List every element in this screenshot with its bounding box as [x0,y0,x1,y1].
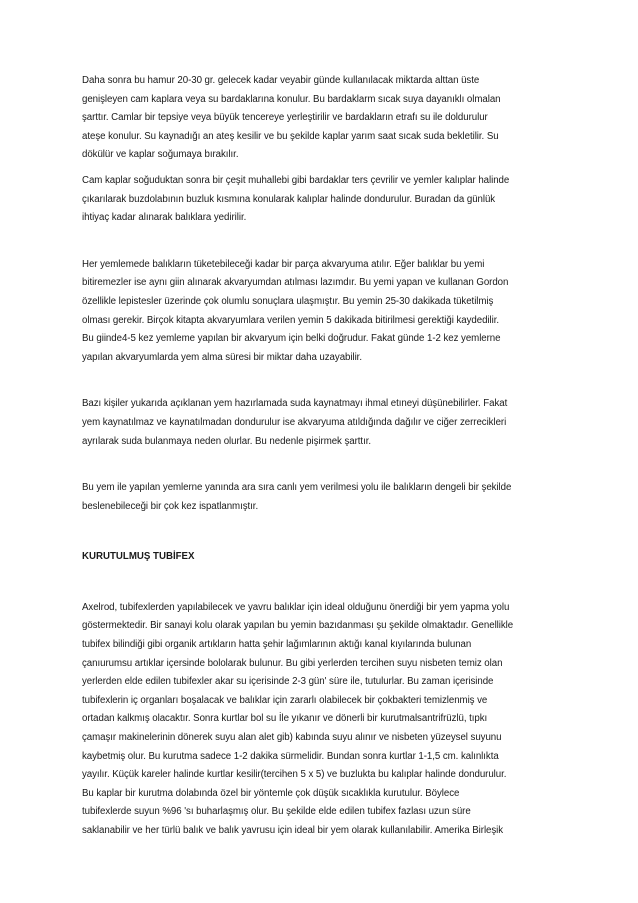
paragraph-yemleme [82,256,566,368]
paragraph-tubifex [82,599,566,841]
text-line: göstermektedir. Bir sanayi kolu olarak yapılan bu yemin bazıdanması şu şekilde olmaktadır. Genellikle [82,620,514,632]
text-line: Bu kaplar bir kurutma dolabında özel bir yöntemle çok düşük sıcaklıkla kurutulur. Böylece [82,787,460,799]
section-spacer [82,516,566,548]
text-line: tubifexlerde suyun %96 'sı buharlaşmış olur. Bu şekilde elde edilen tubifex fazlası uzun süre [82,806,471,818]
paragraph-kaynatma [82,395,566,451]
text-line: olması gerekir. Birçok kitapta akvaryumlara verilen yemin 5 dakikada bitirilmesi gerektiği kaydedilir. [82,314,500,326]
paragraph-canli-yem [82,479,566,516]
text-line: ateşe konulur. Su kaynadığı an ateş kesilir ve bu şekilde kaplar yarım saat sıcak suda bekletilir. Su [82,130,499,142]
paragraph-cam-kaplar [82,172,566,228]
text-line: Daha sonra bu hamur 20-30 gr. gelecek kadar veyabir günde kullanılacak miktarda alttan üste [82,75,480,86]
paragraph-spacer [82,367,566,395]
text-line: Her yemlemede balıkların tüketebileceği kadar bir parça akvaryuma atılır. Eğer balıklar bu yemi [82,258,485,270]
text-line: ihtiyaç kadar alınarak balıklara yedirilir. [82,212,247,224]
text-line: Bu giinde4-5 kez yemleme yapılan bir akvaryum için belki doğrudur. Fakat günde 1-2 kez yemlerne [82,333,501,345]
text-line: saklanabilir ve her türlü balık ve balık yavrusu için ideal bir yem olarak kullanılabilir. Amerika Birleşik [82,825,504,836]
text-line: dökülür ve kaplar soğumaya bırakılır. [82,149,239,161]
text-line: çıkarılarak buzdolabının buzluk kısmına konularak kalıplar halinde dondurulur. Buradan da günlük [82,193,496,205]
text-line: yapılan akvaryumlarda yem alma süresi bir miktar daha uzayabilir. [82,351,362,363]
text-line: Bu yem ile yapılan yemlerne yanında ara sıra canlı yem verilmesi yolu ile balıkların dengeli bir şekilde [82,482,512,494]
text-line: bitiremezler ise aynı giin alınarak akvaryumdan atılması lazımdır. Bu yemi yapan ve kullanan Gordon [82,277,509,289]
text-line: beslenebileceği bir çok kez ispatlanmıştır. [82,500,259,512]
text-line: yem kaynatılmaz ve kaynatılmadan dondurulur ise akvaryuma atıldığında dağılır ve ciğer zerrecikleri [82,416,507,428]
text-line: çanıurumsu artıklar içersinde bololarak bulunur. Bu gibi yerlerden tercihen suyu nisbeten temiz olan [82,657,503,669]
paragraph-spacer [82,165,566,172]
paragraph-hamur [82,72,566,165]
text-line: yayılır. Küçük kareler halinde kurtlar kesilir(tercihen 5 x 5) ve buzlukta bu kalıplar halinde dondurulur. [82,769,507,781]
section-heading: KURUTULMUŞ TUBİFEX [82,551,195,563]
text-line: şarttır. Camlar bir tepsiye veya büyük tencereye yerleştirilir ve bardakların etrafı su ile doldurulur [82,112,488,124]
text-line: genişleyen cam kaplara veya su bardaklarına konulur. Bu bardaklarm sıcak suya dayanıklı olmalan [82,93,501,105]
text-line: kaybetmiş olur. Bu kurutma sadece 1-2 dakika sürmelidir. Bundan sonra kurtlar 1-1,5 cm. kalınlıkta [82,750,499,762]
text-line: ortadan kalkmış olacaktır. Sonra kurtlar bol su İle yıkanır ve dönerli bir kurutmalsantrifrüzlü, tıpkı [82,713,488,725]
text-line: Bazı kişiler yukarıda açıklanan yem hazırlamada suda kaynatmayı ihmal etıneyi düşünebilirler. Fakat [82,398,508,410]
text-line: Cam kaplar soğuduktan sonra bir çeşit muhallebi gibi bardaklar ters çevrilir ve yemler kalıplar halinde [82,174,510,186]
text-line: tubifexlerin iç organları boşalacak ve balıklar için zararlı olabilecek bir çokbakteri temizlenmiş ve [82,694,488,706]
text-line: Axelrod, tubifexlerden yapılabilecek ve yavru balıklar için ideal olduğunu önerdiği bir yem yapma yolu [82,601,510,613]
text-line: yerlerden elde edilen tubifexler akar su içerisinde 2-3 gün' süre ile, tutulurlar. Bu zaman içerisinde [82,676,494,688]
text-line: çamaşır makinelerinin dönerek suyu alan alet gib) kabında suyu alınır ve nisbeten yüzeysel suyunu [82,732,502,744]
text-line: ayrılarak suda bulanmaya neden olurlar. Bu nedenle pişirmek şarttır. [82,435,371,447]
document-body [82,72,566,841]
paragraph-spacer [82,451,566,479]
paragraph-spacer [82,228,566,256]
text-line: tubifex bilindiği gibi organik artıkların hatta şehir lağımlarının aktığı kanal kıyılarında bulunan [82,639,472,651]
text-line: özellikle lepistesler üzerinde çok olumlu sonuçlara ulaşmıştır. Bu yemin 25-30 dakikada tüketilmiş [82,295,494,307]
section-spacer [82,567,566,599]
